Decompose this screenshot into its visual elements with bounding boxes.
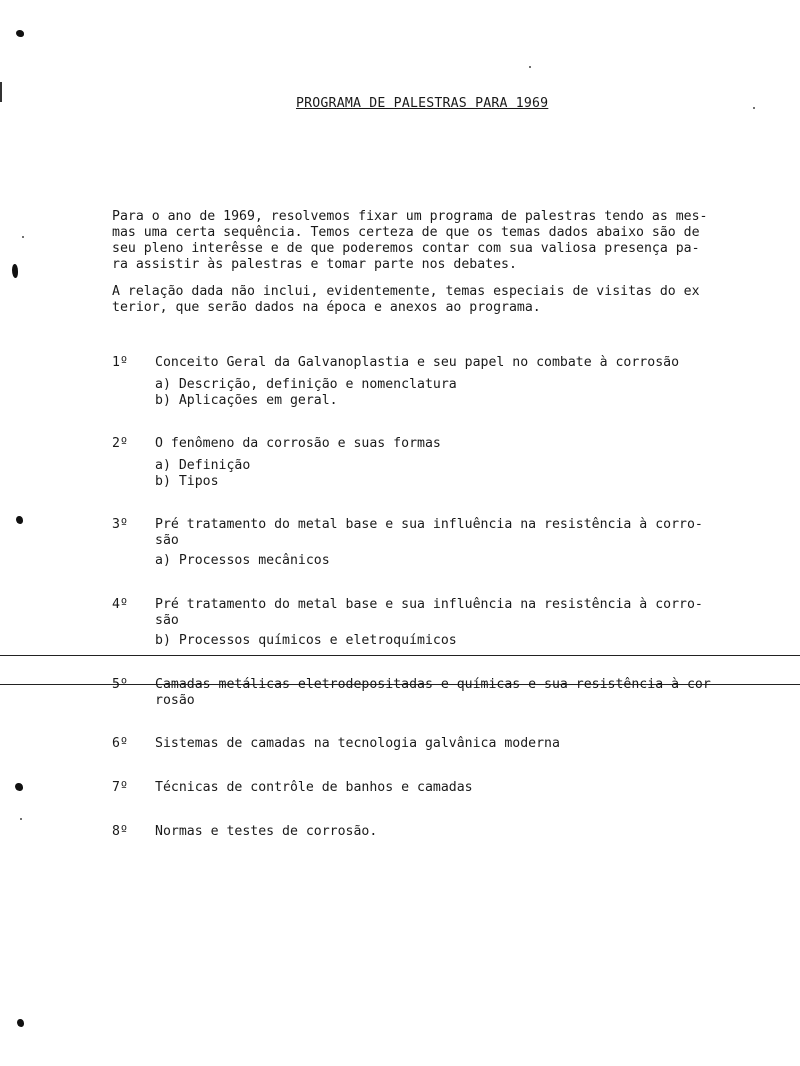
item-title: O fenômeno da corrosão e suas formas: [155, 436, 441, 451]
punch-hole-mark: [17, 1019, 24, 1027]
scan-speck: [20, 818, 22, 820]
subitem: b) Tipos: [155, 474, 219, 489]
scan-speck: [22, 236, 24, 238]
item-number: 5º: [112, 677, 128, 692]
item-subitems: [155, 553, 330, 569]
item-number: 6º: [112, 736, 128, 751]
item-title: Conceito Geral da Galvanoplastia e seu papel no combate à corrosão: [155, 355, 680, 370]
subitem: b) Processos químicos e eletroquímicos: [155, 633, 457, 648]
item-title: Técnicas de contrôle de banhos e camadas: [155, 780, 473, 795]
subitem: a) Processos mecânicos: [155, 553, 330, 568]
intro-paragraph: A relação dada não inclui, evidentemente, temas especiais de visitas do ex terior, que serão dados na época e anexos ao programa.: [112, 284, 700, 315]
item-title: Pré tratamento do metal base e sua influência na resistência à corro- são: [155, 517, 703, 548]
item-number: 3º: [112, 517, 128, 532]
punch-hole-mark: [16, 516, 23, 524]
fold-line: [0, 655, 800, 656]
subitem: a) Descrição, definição e nomenclatura: [155, 377, 457, 392]
item-number: 2º: [112, 436, 128, 451]
item-number: 7º: [112, 780, 128, 795]
item-number: 8º: [112, 824, 128, 839]
intro-paragraph: Para o ano de 1969, resolvemos fixar um programa de palestras tendo as mes- mas uma certa sequência. Temos certeza de que os temas dados abaixo são de seu pleno interêsse e de que poderemos contar com sua valiosa presença pa- ra assistir às palestras e tomar parte nos debates.: [112, 209, 708, 272]
punch-hole-mark: [12, 264, 18, 278]
item-title: Pré tratamento do metal base e sua influência na resistência à corro- são: [155, 597, 703, 628]
punch-hole-mark: [15, 783, 23, 791]
item-title: Camadas metálicas eletrodepositadas e químicas e sua resistência à cor rosão: [155, 677, 711, 708]
scan-speck: [529, 66, 531, 68]
punch-hole-mark: [16, 30, 24, 37]
item-subitems: [155, 633, 457, 649]
item-title: Normas e testes de corrosão.: [155, 824, 378, 839]
page-title: PROGRAMA DE PALESTRAS PARA 1969: [296, 96, 549, 111]
item-subitems: [155, 377, 457, 409]
scan-speck: [753, 107, 755, 109]
item-number: 4º: [112, 597, 128, 612]
scan-edge-mark: [0, 82, 2, 102]
item-subitems: [155, 458, 250, 490]
item-number: 1º: [112, 355, 128, 370]
subitem: b) Aplicações em geral.: [155, 393, 338, 408]
subitem: a) Definição: [155, 458, 251, 473]
item-title: Sistemas de camadas na tecnologia galvânica moderna: [155, 736, 560, 751]
